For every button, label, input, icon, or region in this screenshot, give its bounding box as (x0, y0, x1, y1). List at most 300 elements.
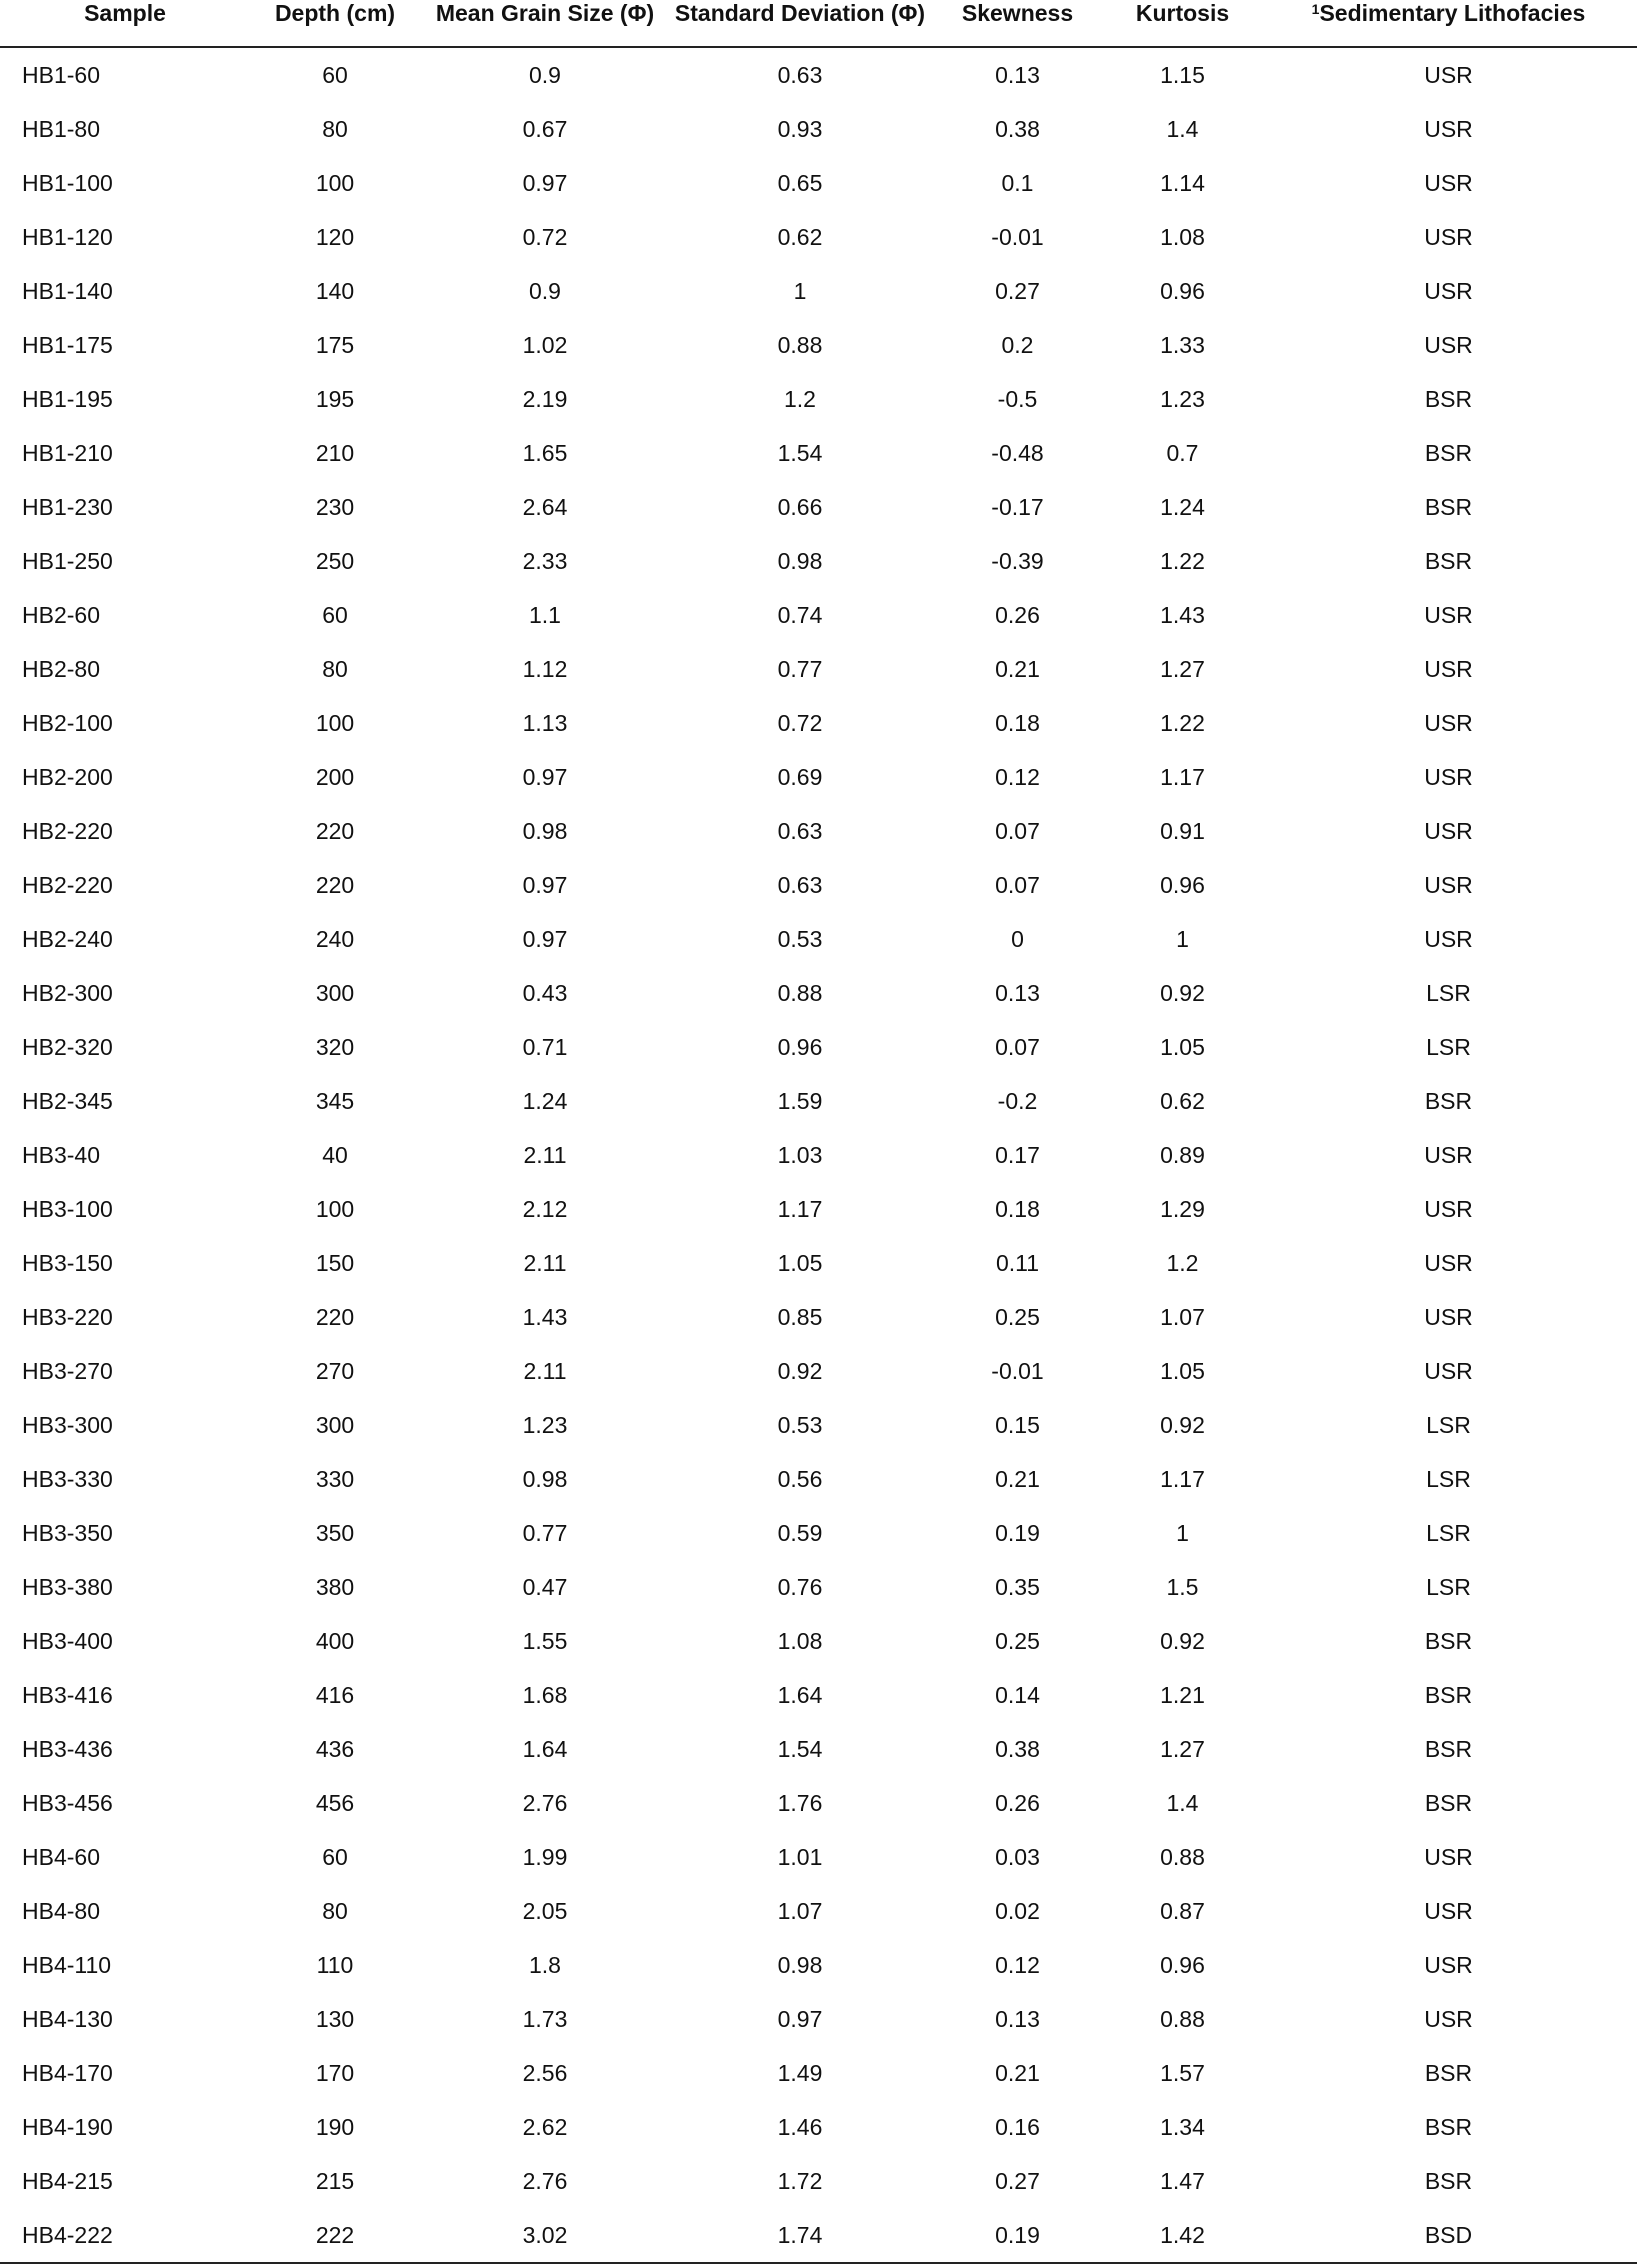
table-row (0, 1452, 1637, 1506)
cell-mean-grain-size: 2.19 (522, 386, 568, 412)
cell-sample: HB3-150 (22, 1250, 113, 1276)
cell-sample: HB2-320 (22, 1034, 113, 1060)
cell-kurtosis: 1.27 (1160, 1736, 1205, 1762)
cell-skewness: 0.07 (995, 872, 1040, 898)
header-skewness-label: Skewness (961, 0, 1074, 26)
cell-skewness: -0.01 (991, 1358, 1044, 1384)
table-row (0, 1992, 1637, 2046)
cell-kurtosis: 1.08 (1160, 224, 1205, 250)
cell-standard-deviation: 0.76 (777, 1574, 823, 1600)
cell-kurtosis: 1.33 (1160, 332, 1205, 358)
table-row (0, 372, 1637, 426)
cell-lithofacies: USR (1424, 1358, 1473, 1384)
header-sample-label: Sample (84, 0, 166, 26)
cell-standard-deviation: 1.05 (777, 1250, 823, 1276)
cell-skewness: 0.27 (995, 2168, 1040, 2194)
header-depth (250, 0, 420, 47)
cell-sample: HB3-416 (22, 1682, 113, 1708)
cell-sample: HB1-210 (22, 440, 113, 466)
cell-kurtosis: 1.17 (1160, 764, 1205, 790)
cell-sample: HB4-60 (22, 1844, 100, 1870)
cell-standard-deviation: 0.92 (777, 1358, 823, 1384)
cell-sample: HB4-130 (22, 2006, 113, 2032)
cell-standard-deviation: 1.07 (777, 1898, 823, 1924)
cell-lithofacies: BSR (1424, 2168, 1473, 2194)
table-row (0, 2100, 1637, 2154)
cell-depth: 300 (315, 1412, 355, 1438)
cell-mean-grain-size: 0.9 (529, 62, 561, 88)
cell-kurtosis: 0.92 (1160, 1628, 1205, 1654)
table-row (0, 1020, 1637, 1074)
cell-skewness: -0.5 (997, 386, 1038, 412)
cell-skewness: 0.38 (995, 116, 1040, 142)
table-row (0, 1722, 1637, 1776)
table-row (0, 102, 1637, 156)
cell-kurtosis: 1.4 (1166, 1790, 1199, 1816)
cell-lithofacies: BSR (1424, 494, 1473, 520)
cell-lithofacies: USR (1424, 656, 1473, 682)
cell-standard-deviation: 0.53 (777, 926, 823, 952)
cell-mean-grain-size: 1.73 (522, 2006, 568, 2032)
cell-depth: 250 (315, 548, 355, 574)
table-body (0, 47, 1637, 2263)
cell-standard-deviation: 1.17 (777, 1196, 823, 1222)
cell-skewness: 0.27 (995, 278, 1040, 304)
cell-skewness: 0.21 (995, 656, 1040, 682)
cell-mean-grain-size: 2.11 (523, 1250, 567, 1276)
cell-lithofacies: LSR (1426, 980, 1471, 1006)
cell-kurtosis: 0.62 (1160, 1088, 1205, 1114)
cell-kurtosis: 1.29 (1160, 1196, 1205, 1222)
table-row (0, 750, 1637, 804)
cell-kurtosis: 1.2 (1166, 1250, 1199, 1276)
cell-sample: HB2-240 (22, 926, 113, 952)
cell-skewness: 0 (1011, 926, 1024, 952)
cell-lithofacies: BSR (1424, 548, 1473, 574)
table-row (0, 210, 1637, 264)
table-row (0, 1668, 1637, 1722)
cell-kurtosis: 1.43 (1160, 602, 1205, 628)
cell-mean-grain-size: 0.97 (522, 764, 568, 790)
cell-kurtosis: 1.15 (1160, 62, 1205, 88)
cell-standard-deviation: 0.96 (777, 1034, 823, 1060)
cell-kurtosis: 0.91 (1160, 818, 1205, 844)
cell-depth: 60 (322, 62, 348, 88)
header-mean-grain-size (420, 0, 670, 47)
cell-skewness: 0.18 (995, 1196, 1040, 1222)
cell-skewness: 0.13 (995, 62, 1040, 88)
cell-standard-deviation: 1.76 (777, 1790, 823, 1816)
cell-sample: HB2-300 (22, 980, 113, 1006)
cell-skewness: 0.03 (995, 1844, 1040, 1870)
cell-depth: 40 (322, 1142, 348, 1168)
header-row (0, 0, 1637, 47)
table-row (0, 426, 1637, 480)
cell-skewness: 0.02 (995, 1898, 1040, 1924)
cell-sample: HB1-195 (22, 386, 113, 412)
cell-skewness: 0.35 (995, 1574, 1040, 1600)
cell-lithofacies: USR (1424, 764, 1473, 790)
cell-standard-deviation: 0.56 (777, 1466, 823, 1492)
cell-lithofacies: LSR (1426, 1574, 1471, 1600)
cell-standard-deviation: 0.72 (777, 710, 823, 736)
cell-depth: 100 (315, 170, 355, 196)
cell-skewness: 0.07 (995, 1034, 1040, 1060)
cell-mean-grain-size: 0.43 (522, 980, 568, 1006)
cell-standard-deviation: 0.88 (777, 332, 823, 358)
cell-depth: 110 (316, 1952, 354, 1978)
cell-kurtosis: 0.96 (1160, 872, 1205, 898)
cell-sample: HB3-436 (22, 1736, 113, 1762)
cell-lithofacies: USR (1424, 62, 1473, 88)
cell-mean-grain-size: 2.64 (522, 494, 568, 520)
header-skewness (930, 0, 1105, 47)
cell-sample: HB3-100 (22, 1196, 113, 1222)
table-row (0, 966, 1637, 1020)
cell-lithofacies: BSR (1424, 1790, 1473, 1816)
cell-standard-deviation: 0.66 (777, 494, 823, 520)
cell-lithofacies: BSR (1424, 1736, 1473, 1762)
cell-lithofacies: BSR (1424, 1628, 1473, 1654)
cell-lithofacies: USR (1424, 710, 1473, 736)
header-sample (0, 0, 250, 47)
cell-sample: HB4-80 (22, 1898, 100, 1924)
cell-kurtosis: 1 (1176, 926, 1189, 952)
cell-lithofacies: USR (1424, 170, 1473, 196)
cell-skewness: -0.39 (991, 548, 1044, 574)
cell-depth: 140 (315, 278, 355, 304)
cell-depth: 220 (315, 1304, 355, 1330)
cell-standard-deviation: 0.93 (777, 116, 823, 142)
cell-sample: HB4-215 (22, 2168, 113, 2194)
cell-kurtosis: 1.05 (1160, 1034, 1205, 1060)
cell-sample: HB1-120 (22, 224, 113, 250)
cell-depth: 400 (315, 1628, 355, 1654)
cell-mean-grain-size: 1.68 (522, 1682, 568, 1708)
cell-lithofacies: BSR (1424, 2060, 1473, 2086)
cell-sample: HB2-80 (22, 656, 100, 682)
table-row (0, 480, 1637, 534)
cell-kurtosis: 0.92 (1160, 980, 1205, 1006)
cell-standard-deviation: 0.63 (777, 62, 823, 88)
cell-depth: 80 (322, 656, 348, 682)
cell-lithofacies: USR (1424, 1898, 1473, 1924)
cell-skewness: 0.07 (995, 818, 1040, 844)
cell-sample: HB2-220 (22, 818, 113, 844)
cell-skewness: 0.13 (995, 2006, 1040, 2032)
cell-depth: 215 (315, 2168, 355, 2194)
cell-depth: 195 (315, 386, 355, 412)
cell-depth: 210 (315, 440, 355, 466)
cell-skewness: 0.38 (995, 1736, 1040, 1762)
cell-sample: HB3-220 (22, 1304, 113, 1330)
cell-standard-deviation: 0.85 (777, 1304, 823, 1330)
cell-skewness: 0.26 (995, 1790, 1040, 1816)
cell-skewness: 0.19 (995, 1520, 1040, 1546)
cell-kurtosis: 1.21 (1160, 1682, 1205, 1708)
table-row (0, 1236, 1637, 1290)
cell-kurtosis: 0.88 (1160, 2006, 1205, 2032)
cell-lithofacies: USR (1424, 872, 1473, 898)
cell-depth: 320 (315, 1034, 355, 1060)
cell-sample: HB3-300 (22, 1412, 113, 1438)
cell-lithofacies: LSR (1426, 1034, 1471, 1060)
cell-sample: HB3-270 (22, 1358, 113, 1384)
cell-lithofacies: USR (1424, 1304, 1473, 1330)
table-row (0, 1290, 1637, 1344)
cell-depth: 456 (315, 1790, 355, 1816)
cell-skewness: 0.12 (995, 764, 1040, 790)
cell-skewness: 0.11 (995, 1250, 1040, 1276)
cell-kurtosis: 1.17 (1160, 1466, 1205, 1492)
table-row (0, 1776, 1637, 1830)
table-row (0, 1344, 1637, 1398)
header-lithofacies-label: Sedimentary Lithofacies (1319, 0, 1586, 26)
cell-sample: HB4-222 (0, 2208, 250, 2263)
table-row (0, 1398, 1637, 1452)
cell-kurtosis: 1.24 (1160, 494, 1205, 520)
table-row (0, 2154, 1637, 2208)
cell-mean-grain-size: 2.76 (522, 2168, 568, 2194)
cell-depth: 300 (315, 980, 355, 1006)
cell-kurtosis: 1.22 (1160, 710, 1205, 736)
cell-sample: HB3-40 (22, 1142, 100, 1168)
header-lithofacies (1260, 0, 1637, 47)
table-row (0, 588, 1637, 642)
cell-sample: HB2-200 (22, 764, 113, 790)
cell-mean-grain-size: 2.62 (522, 2114, 568, 2140)
cell-kurtosis: 1.22 (1160, 548, 1205, 574)
cell-sample: HB2-345 (22, 1088, 113, 1114)
cell-kurtosis: 0.96 (1160, 1952, 1205, 1978)
header-kurtosis-label: Kurtosis (1135, 0, 1230, 26)
cell-standard-deviation: 1.03 (777, 1142, 823, 1168)
cell-depth: 170 (315, 2060, 355, 2086)
table-row (0, 47, 1637, 102)
cell-kurtosis: 0.88 (1160, 1844, 1205, 1870)
cell-skewness: 0.21 (995, 2060, 1040, 2086)
cell-lithofacies: LSR (1426, 1412, 1471, 1438)
cell-mean-grain-size: 0.97 (522, 872, 568, 898)
cell-sample: HB1-60 (22, 62, 100, 88)
table-row (0, 804, 1637, 858)
cell-lithofacies: USR (1424, 1844, 1473, 1870)
cell-lithofacies: BSR (1424, 1682, 1473, 1708)
table-header (0, 0, 1637, 47)
cell-depth: 230 (315, 494, 355, 520)
table-row (0, 1560, 1637, 1614)
cell-standard-deviation: 0.69 (777, 764, 823, 790)
table-row (0, 912, 1637, 966)
cell-mean-grain-size: 1.24 (522, 1088, 568, 1114)
cell-kurtosis: 1.47 (1160, 2168, 1205, 2194)
cell-sample: HB4-110 (22, 1952, 112, 1978)
cell-kurtosis: 0.96 (1160, 278, 1205, 304)
table-row (0, 642, 1637, 696)
cell-depth: 200 (315, 764, 355, 790)
table-row (0, 1884, 1637, 1938)
cell-skewness: 0.15 (995, 1412, 1040, 1438)
header-standard-deviation-label: Standard Deviation (Φ) (674, 0, 926, 26)
cell-depth: 120 (315, 224, 355, 250)
cell-mean-grain-size: 2.05 (522, 1898, 568, 1924)
cell-lithofacies: USR (1424, 1952, 1473, 1978)
cell-skewness: 0.12 (995, 1952, 1040, 1978)
cell-mean-grain-size: 1.1 (529, 602, 561, 628)
cell-depth: 220 (315, 818, 355, 844)
cell-skewness: -0.2 (997, 1088, 1038, 1114)
cell-standard-deviation: 1.54 (777, 1736, 823, 1762)
cell-standard-deviation: 0.62 (777, 224, 823, 250)
cell-skewness: 0.2 (1001, 332, 1034, 358)
cell-lithofacies: USR (1424, 278, 1473, 304)
cell-lithofacies: USR (1424, 602, 1473, 628)
cell-standard-deviation: 1 (793, 278, 807, 304)
cell-mean-grain-size: 1.23 (522, 1412, 568, 1438)
cell-sample: HB1-175 (22, 332, 113, 358)
cell-lithofacies: USR (1424, 224, 1473, 250)
cell-skewness: 0.25 (995, 1628, 1040, 1654)
cell-kurtosis: 1.4 (1166, 116, 1199, 142)
cell-kurtosis: 1.23 (1160, 386, 1205, 412)
cell-standard-deviation: 1.49 (777, 2060, 823, 2086)
cell-lithofacies: USR (1424, 1142, 1473, 1168)
cell-kurtosis: 1.5 (1166, 1574, 1199, 1600)
cell-skewness: -0.01 (991, 224, 1044, 250)
cell-mean-grain-size: 0.67 (522, 116, 568, 142)
cell-depth: 240 (315, 926, 355, 952)
cell-depth: 175 (315, 332, 355, 358)
cell-kurtosis: 1 (1176, 1520, 1189, 1546)
cell-kurtosis: 0.7 (1166, 440, 1199, 466)
cell-kurtosis: 1.07 (1160, 1304, 1205, 1330)
cell-depth: 436 (315, 1736, 355, 1762)
cell-depth: 220 (315, 872, 355, 898)
cell-standard-deviation: 0.63 (777, 818, 823, 844)
cell-sample: HB3-456 (22, 1790, 113, 1816)
cell-sample: HB3-400 (22, 1628, 113, 1654)
cell-depth: 380 (315, 1574, 355, 1600)
cell-depth: 80 (322, 116, 348, 142)
table-row (0, 1830, 1637, 1884)
cell-depth: 100 (315, 1196, 355, 1222)
cell-depth: 130 (315, 2006, 355, 2032)
cell-sample: HB1-250 (22, 548, 113, 574)
cell-mean-grain-size: 0.77 (522, 1520, 568, 1546)
table-row (0, 264, 1637, 318)
table-row (0, 156, 1637, 210)
table-row (0, 1182, 1637, 1236)
header-lithofacies-sup: 1 (1311, 1, 1320, 17)
cell-lithofacies: BSR (1424, 2114, 1473, 2140)
cell-depth: 150 (315, 1250, 355, 1276)
cell-standard-deviation: 1.64 (777, 1682, 823, 1708)
cell-skewness: 0.21 (995, 1466, 1040, 1492)
cell-sample: HB2-220 (22, 872, 113, 898)
cell-mean-grain-size: 3.02 (420, 2208, 670, 2263)
cell-mean-grain-size: 1.43 (522, 1304, 568, 1330)
cell-standard-deviation: 1.01 (777, 1844, 823, 1870)
cell-kurtosis: 1.27 (1160, 656, 1205, 682)
cell-standard-deviation: 0.74 (777, 602, 823, 628)
cell-kurtosis: 1.57 (1160, 2060, 1205, 2086)
cell-standard-deviation: 1.59 (777, 1088, 823, 1114)
cell-lithofacies: USR (1424, 818, 1473, 844)
cell-sample: HB3-350 (22, 1520, 113, 1546)
cell-depth: 345 (315, 1088, 355, 1114)
cell-skewness: 0.16 (995, 2114, 1040, 2140)
cell-standard-deviation: 1.74 (670, 2208, 930, 2263)
cell-skewness: 0.17 (995, 1142, 1040, 1168)
table-row (0, 696, 1637, 750)
cell-lithofacies: BSR (1424, 1088, 1473, 1114)
cell-standard-deviation: 0.77 (777, 656, 823, 682)
table-row (0, 1128, 1637, 1182)
cell-skewness: -0.48 (991, 440, 1044, 466)
table-row (0, 858, 1637, 912)
cell-mean-grain-size: 0.72 (522, 224, 568, 250)
cell-mean-grain-size: 2.12 (522, 1196, 568, 1222)
table-row (0, 2046, 1637, 2100)
cell-standard-deviation: 1.2 (784, 386, 816, 412)
cell-lithofacies: USR (1424, 332, 1473, 358)
cell-depth: 100 (315, 710, 355, 736)
cell-standard-deviation: 0.59 (777, 1520, 823, 1546)
cell-depth: 330 (315, 1466, 355, 1492)
cell-depth: 350 (315, 1520, 355, 1546)
cell-mean-grain-size: 2.56 (522, 2060, 568, 2086)
cell-kurtosis: 0.92 (1160, 1412, 1205, 1438)
cell-skewness: 0.26 (995, 602, 1040, 628)
cell-lithofacies: BSR (1424, 386, 1473, 412)
cell-mean-grain-size: 1.13 (522, 710, 568, 736)
cell-mean-grain-size: 1.8 (529, 1952, 561, 1978)
cell-kurtosis: 1.42 (1105, 2208, 1260, 2263)
cell-lithofacies: USR (1424, 926, 1473, 952)
header-depth-label: Depth (cm) (274, 0, 396, 26)
cell-skewness: -0.17 (991, 494, 1044, 520)
table-row (0, 318, 1637, 372)
cell-lithofacies: BSD (1260, 2208, 1637, 2263)
cell-sample: HB2-60 (22, 602, 100, 628)
cell-sample: HB3-330 (22, 1466, 113, 1492)
cell-sample: HB1-140 (22, 278, 113, 304)
cell-mean-grain-size: 0.71 (522, 1034, 568, 1060)
header-standard-deviation (670, 0, 930, 47)
header-kurtosis (1105, 0, 1260, 47)
cell-lithofacies: USR (1424, 116, 1473, 142)
cell-sample: HB3-380 (22, 1574, 113, 1600)
table-row (0, 534, 1637, 588)
cell-skewness: 0.19 (930, 2208, 1105, 2263)
cell-kurtosis: 0.89 (1160, 1142, 1205, 1168)
cell-depth: 60 (322, 602, 348, 628)
cell-mean-grain-size: 2.11 (523, 1142, 567, 1168)
cell-mean-grain-size: 0.97 (522, 926, 568, 952)
table-row (0, 1614, 1637, 1668)
cell-mean-grain-size: 2.76 (522, 1790, 568, 1816)
cell-sample: HB1-100 (22, 170, 113, 196)
cell-lithofacies: USR (1424, 2006, 1473, 2032)
cell-kurtosis: 0.87 (1160, 1898, 1205, 1924)
cell-sample: HB1-230 (22, 494, 113, 520)
cell-standard-deviation: 1.72 (777, 2168, 823, 2194)
cell-lithofacies: LSR (1426, 1520, 1471, 1546)
cell-skewness: 0.25 (995, 1304, 1040, 1330)
cell-mean-grain-size: 0.98 (522, 818, 568, 844)
cell-skewness: 0.13 (995, 980, 1040, 1006)
cell-standard-deviation: 0.98 (777, 548, 823, 574)
